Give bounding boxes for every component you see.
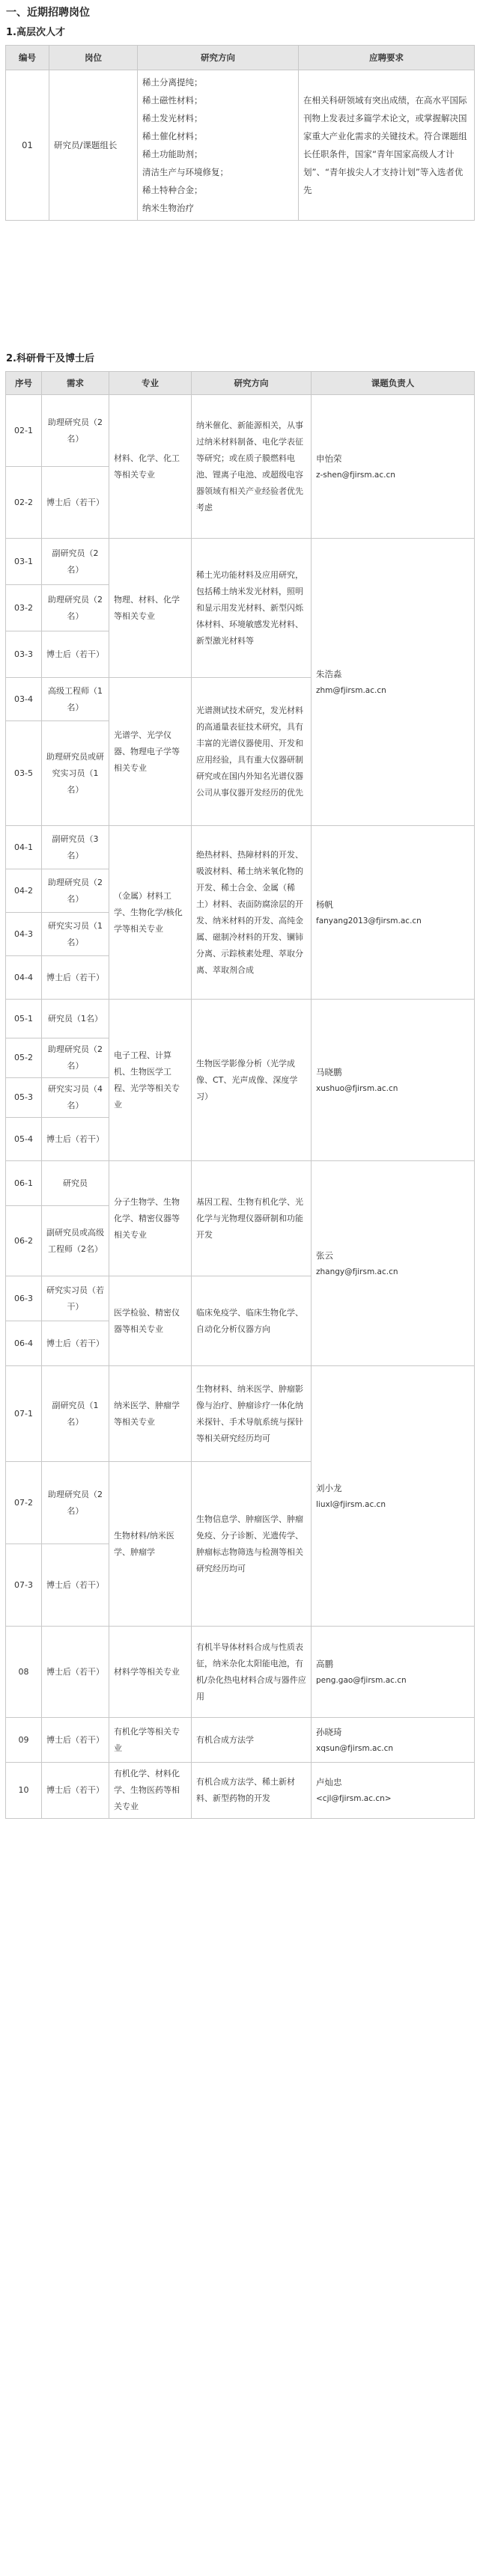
pi-email-link[interactable]: fanyang2013@fjirsm.ac.cn (316, 916, 422, 926)
cell-no: 05-3 (6, 1078, 42, 1118)
cell-major: （金属）材料工学、生物化学/核化学等相关专业 (109, 826, 192, 1000)
cell-major: 材料学等相关专业 (109, 1627, 192, 1718)
direction-item: 稀土磁性材料； (142, 95, 203, 105)
high-level-talent-table (5, 45, 475, 221)
cell-major: 光谱学、光学仪器、物理电子学等相关专业 (109, 678, 192, 826)
pi-name: 卢灿忠 (316, 1777, 342, 1787)
cell-direction: 光谱测试技术研究，发光材料的高通量表征技术研究，具有丰富的光谱仪器使用、开发和应用经验，具有重大仪器研制研究或在国内外知名光谱仪器公司从事仪器开发经历的优先 (192, 678, 312, 826)
cell-major: 生物材料/纳米医学、肿瘤学 (109, 1462, 192, 1627)
cell-demand: 高级工程师（1名） (42, 678, 109, 721)
cell-pi (312, 1000, 475, 1161)
cell-no: 03-3 (6, 631, 42, 678)
pi-name: 杨帆 (316, 899, 333, 910)
header-demand: 需求 (42, 372, 109, 395)
cell-major: 物理、材料、化学等相关专业 (109, 539, 192, 678)
cell-major: 材料、化学、化工等相关专业 (109, 395, 192, 539)
cell-pi (312, 1718, 475, 1763)
cell-no: 06-4 (6, 1321, 42, 1366)
cell-direction: 生物材料、纳米医学、肿瘤影像与治疗、肿瘤诊疗一体化纳米探针、手术导航系统与探针等相关研究经历均可 (192, 1366, 312, 1462)
cell-demand: 博士后（若干） (42, 956, 109, 1000)
pi-name: 马晓鹏 (316, 1066, 342, 1077)
cell-demand: 博士后（若干） (42, 467, 109, 539)
cell-no: 05-4 (6, 1118, 42, 1161)
subsection-title-high-level: 1.高层次人才 (6, 27, 65, 38)
cell-no: 05-1 (6, 1000, 42, 1038)
cell-no: 02-2 (6, 467, 42, 539)
table-row (6, 70, 475, 221)
cell-demand: 研究实习员（4名） (42, 1078, 109, 1118)
table-row (6, 1161, 475, 1206)
cell-no: 06-1 (6, 1161, 42, 1206)
cell-direction: 临床免疫学、临床生物化学、自动化分析仪器方向 (192, 1276, 312, 1366)
direction-item: 稀土功能助剂； (142, 149, 203, 159)
pi-email-link[interactable]: zhm@fjirsm.ac.cn (316, 685, 386, 695)
cell-demand: 助理研究员或研究实习员（1名） (42, 721, 109, 826)
cell-demand: 助理研究员（2名） (42, 585, 109, 631)
cell-demand: 助理研究员（2名） (42, 395, 109, 467)
pi-email-link[interactable]: peng.gao@fjirsm.ac.cn (316, 1675, 407, 1685)
pi-name: 高鹏 (316, 1658, 333, 1669)
cell-no: 03-2 (6, 585, 42, 631)
cell-demand: 博士后（若干） (42, 1627, 109, 1718)
direction-item: 稀土催化材料； (142, 131, 203, 141)
cell-demand: 研究实习员（若干） (42, 1276, 109, 1321)
direction-item: 稀土分离提纯； (142, 77, 203, 88)
cell-no: 08 (6, 1627, 42, 1718)
cell-no: 04-1 (6, 826, 42, 869)
cell-no: 03-1 (6, 539, 42, 585)
cell-demand: 博士后（若干） (42, 1544, 109, 1627)
cell-no: 07-2 (6, 1462, 42, 1544)
direction-item: 纳米生物治疗 (142, 203, 194, 213)
cell-no: 09 (6, 1718, 42, 1763)
cell-direction: 有机半导体材料合成与性质表征，纳米杂化太阳能电池，有机/杂化热电材料合成与器件应用 (192, 1627, 312, 1718)
cell-no: 03-5 (6, 721, 42, 826)
cell-demand: 副研究员（1名） (42, 1366, 109, 1462)
cell-direction: 有机合成方法学、稀土新材料、新型药物的开发 (192, 1763, 312, 1819)
pi-name: 孙晓琦 (316, 1726, 342, 1737)
header-id: 编号 (6, 46, 49, 70)
pi-email-link[interactable]: <cjl@fjirsm.ac.cn> (316, 1794, 392, 1803)
cell-id: 01 (6, 70, 49, 221)
cell-no: 07-3 (6, 1544, 42, 1627)
cell-pi (312, 1627, 475, 1718)
cell-direction: 有机合成方法学 (192, 1718, 312, 1763)
section-title: 一、近期招聘岗位 (6, 7, 90, 19)
pi-name: 朱浩淼 (316, 668, 342, 679)
subsection-title-backbone: 2.科研骨干及博士后 (6, 353, 94, 364)
pi-email-link[interactable]: liuxl@fjirsm.ac.cn (316, 1499, 386, 1509)
cell-demand: 副研究员（3名） (42, 826, 109, 869)
cell-pi (312, 1366, 475, 1627)
cell-direction: 基因工程、生物有机化学、光化学与光物理仪器研制和功能开发 (192, 1161, 312, 1276)
cell-major: 有机化学、材料化学、生物医药等相关专业 (109, 1763, 192, 1819)
direction-item: 稀土特种合金； (142, 185, 203, 195)
cell-major: 医学检验、精密仪器等相关专业 (109, 1276, 192, 1366)
pi-email-link[interactable]: xushuo@fjirsm.ac.cn (316, 1083, 398, 1093)
cell-direction: 生物医学影像分析（光学成像、CT、光声成像、深度学习） (192, 1000, 312, 1161)
cell-no: 02-1 (6, 395, 42, 467)
cell-no: 04-2 (6, 869, 42, 913)
table-row (6, 826, 475, 869)
pi-email-link[interactable]: z-shen@fjirsm.ac.cn (316, 470, 395, 480)
table-row (6, 1000, 475, 1038)
cell-no: 07-1 (6, 1366, 42, 1462)
cell-demand: 助理研究员（2名） (42, 1462, 109, 1544)
cell-major: 电子工程、计算机、生物医学工程、光学等相关专业 (109, 1000, 192, 1161)
direction-item: 稀土发光材料； (142, 113, 203, 123)
cell-major: 分子生物学、生物化学、精密仪器等相关专业 (109, 1161, 192, 1276)
table-row (6, 1718, 475, 1763)
cell-pi (312, 1161, 475, 1366)
cell-no: 06-2 (6, 1206, 42, 1276)
pi-email-link[interactable]: zhangy@fjirsm.ac.cn (316, 1267, 398, 1276)
cell-demand: 博士后（若干） (42, 1763, 109, 1819)
header-direction: 研究方向 (138, 46, 299, 70)
cell-pi (312, 395, 475, 539)
cell-demand: 副研究员或高级工程师（2名） (42, 1206, 109, 1276)
cell-no: 06-3 (6, 1276, 42, 1321)
cell-major: 有机化学等相关专业 (109, 1718, 192, 1763)
pi-name: 刘小龙 (316, 1482, 342, 1493)
pi-name: 申怡荣 (316, 453, 342, 464)
cell-demand: 博士后（若干） (42, 1118, 109, 1161)
cell-demand: 助理研究员（2名） (42, 869, 109, 913)
pi-name: 张云 (316, 1249, 333, 1261)
table-row (6, 539, 475, 585)
cell-no: 05-2 (6, 1038, 42, 1078)
cell-demand: 博士后（若干） (42, 1321, 109, 1366)
cell-demand: 博士后（若干） (42, 631, 109, 678)
backbone-postdoc-table (5, 371, 475, 1819)
table-row (6, 1366, 475, 1462)
cell-pi (312, 826, 475, 1000)
header-direction: 研究方向 (192, 372, 312, 395)
table-row (6, 1763, 475, 1819)
table-header-row (6, 372, 475, 395)
header-major: 专业 (109, 372, 192, 395)
cell-demand: 助理研究员（2名） (42, 1038, 109, 1078)
cell-requirements: 在相关科研领域有突出成绩，在高水平国际刊物上发表过多篇学术论文，或掌握解决国家重大产业化需求的关键技术。符合课题组长任职条件，国家“青年国家高级人才计划”、“青年拔尖人才支持计划”等入选者优先 (299, 70, 475, 221)
cell-demand: 研究员 (42, 1161, 109, 1206)
cell-major: 纳米医学、肿瘤学等相关专业 (109, 1366, 192, 1462)
table-row (6, 395, 475, 467)
cell-direction: 生物信息学、肿瘤医学、肿瘤免疫、分子诊断、光遗传学、肿瘤标志物筛选与检测等相关研究经历均可 (192, 1462, 312, 1627)
header-pi: 课题负责人 (312, 372, 475, 395)
cell-pi (312, 539, 475, 826)
cell-demand: 研究实习员（1名） (42, 913, 109, 956)
cell-position: 研究员/课题组长 (49, 70, 138, 221)
cell-direction: 稀土光功能材料及应用研究，包括稀土纳米发光材料，照明和显示用发光材料、新型闪烁体材料、环境敏感发光材料、新型激光材料等 (192, 539, 312, 678)
cell-demand: 研究员（1名） (42, 1000, 109, 1038)
cell-directions (138, 70, 299, 221)
cell-demand: 副研究员（2名） (42, 539, 109, 585)
table-header-row (6, 46, 475, 70)
pi-email-link[interactable]: xqsun@fjirsm.ac.cn (316, 1743, 394, 1753)
cell-pi (312, 1763, 475, 1819)
cell-direction: 绝热材料、热障材料的开发、吸波材料、稀土纳米氧化物的开发、稀土合金、金属（稀土）材料、表面防腐涂层的开发、纳米材料的开发、高纯金属、磁制冷材料的开发、镧铈分离、示踪核素处理、萃取分离、萃取剂合成 (192, 826, 312, 1000)
cell-no: 10 (6, 1763, 42, 1819)
table-row (6, 1627, 475, 1718)
cell-direction: 纳米催化、新能源相关，从事过纳米材料制备、电化学表征等研究；或在质子膜燃料电池、锂离子电池、或超级电容器领域有相关产业经验者优先考虑 (192, 395, 312, 539)
header-requirements: 应聘要求 (299, 46, 475, 70)
cell-no: 04-3 (6, 913, 42, 956)
cell-no: 04-4 (6, 956, 42, 1000)
cell-no: 03-4 (6, 678, 42, 721)
header-position: 岗位 (49, 46, 138, 70)
header-no: 序号 (6, 372, 42, 395)
cell-demand: 博士后（若干） (42, 1718, 109, 1763)
direction-item: 清洁生产与环境修复； (142, 167, 228, 177)
